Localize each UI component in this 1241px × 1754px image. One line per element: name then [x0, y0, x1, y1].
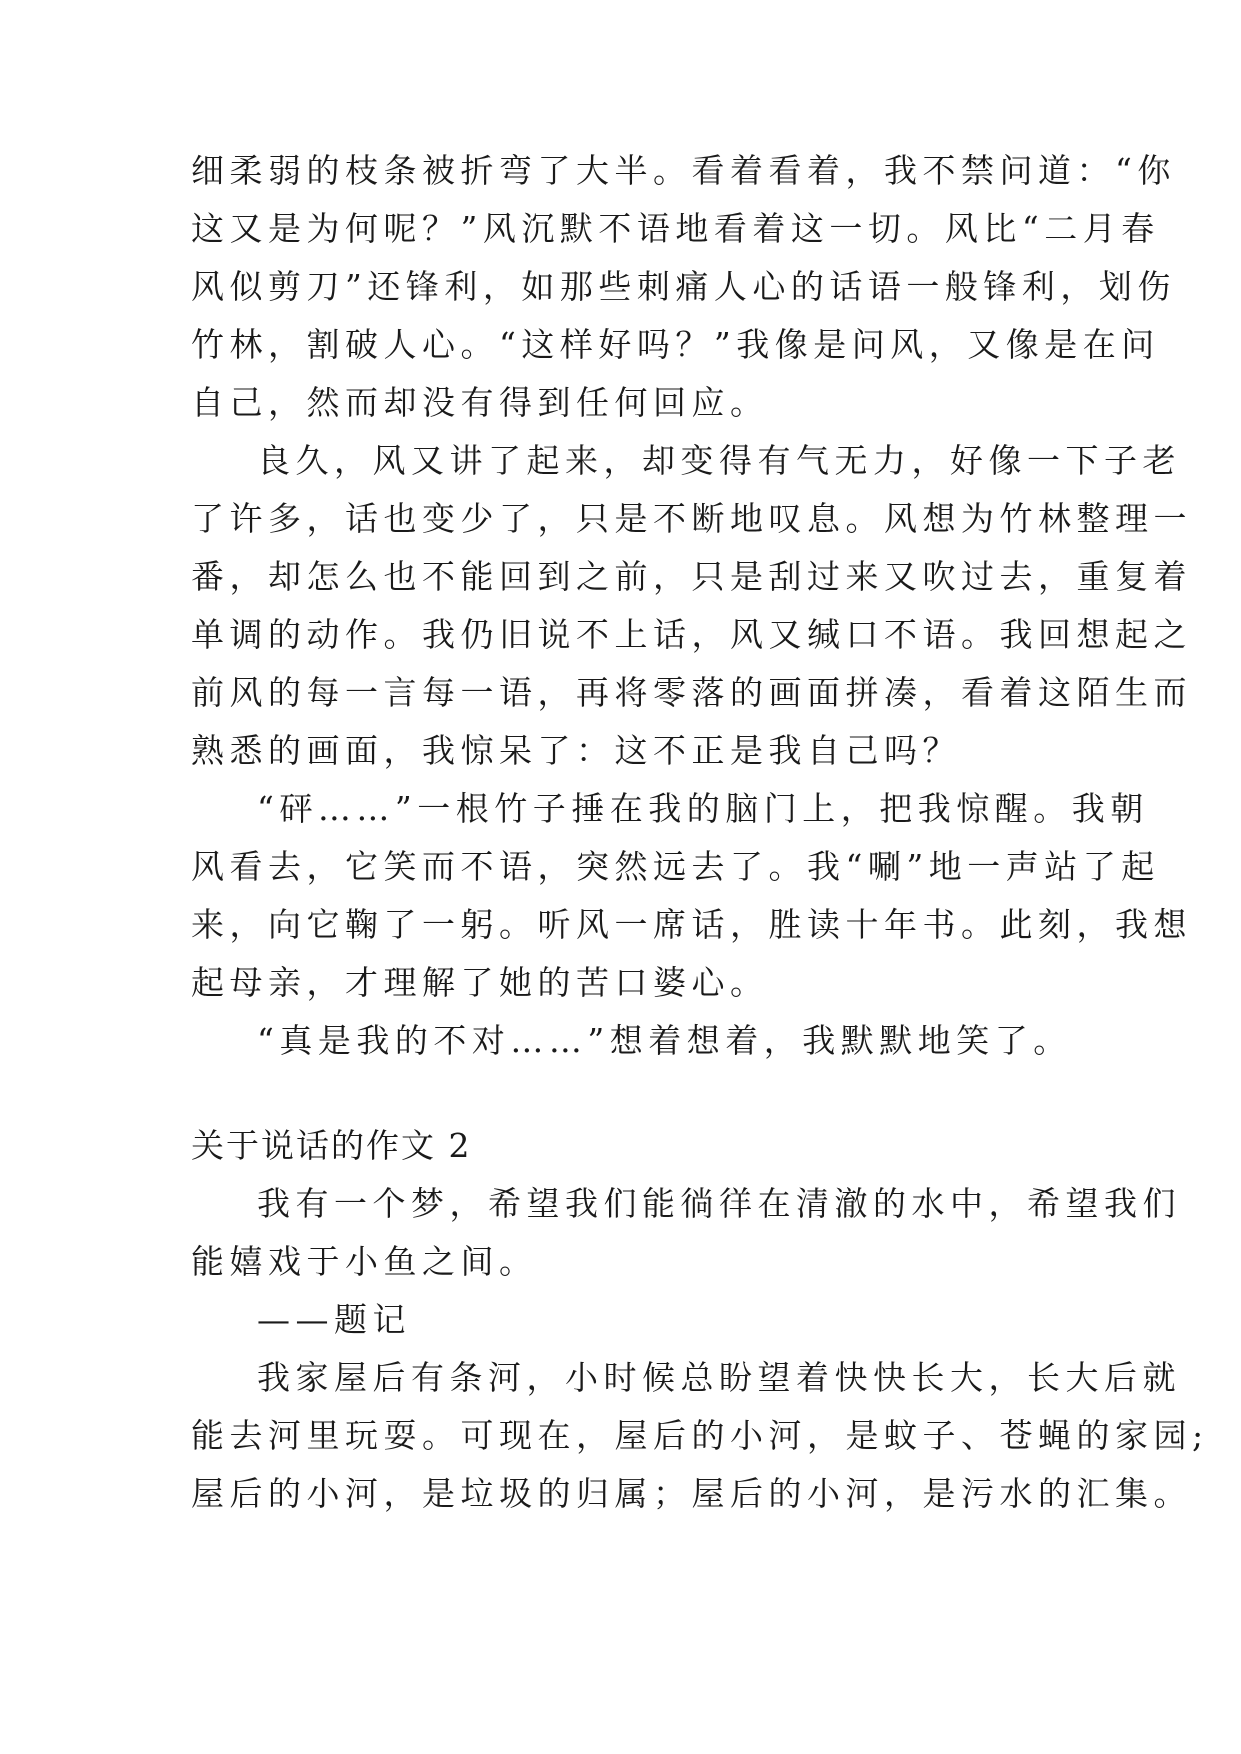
- text-line: 能嬉戏于小鱼之间。: [191, 1242, 538, 1281]
- paragraph-start-line: “真是我的不对……”想着想着，我默默地笑了。: [257, 1021, 1072, 1060]
- paragraph-start-line: 良久，风又讲了起来，却变得有气无力，好像一下子老: [257, 441, 1181, 480]
- text-line: 熟悉的画面，我惊呆了：这不正是我自己吗？: [191, 731, 961, 770]
- text-line: 起母亲，才理解了她的苦口婆心。: [191, 963, 769, 1002]
- text-line: 细柔弱的枝条被折弯了大半。看着看着，我不禁问道：“你: [191, 151, 1176, 190]
- text-line: 了许多，话也变少了，只是不断地叹息。风想为竹林整理一: [191, 499, 1192, 538]
- text-line: 自己，然而却没有得到任何回应。: [191, 383, 769, 422]
- text-line: 来，向它鞠了一躬。听风一席话，胜读十年书。此刻，我想: [191, 905, 1192, 944]
- paragraph-start-line: 我有一个梦，希望我们能徜徉在清澈的水中，希望我们: [257, 1184, 1181, 1223]
- text-line: 能去河里玩耍。可现在，屋后的小河，是蚊子、苍蝇的家园;: [191, 1416, 1209, 1455]
- section-heading: 关于说话的作文 2: [191, 1126, 472, 1165]
- text-line: 屋后的小河，是垃圾的归属；屋后的小河，是污水的汇集。: [191, 1474, 1192, 1513]
- text-line: 竹林，割破人心。“这样好吗？”我像是问风，又像是在问: [191, 325, 1160, 364]
- text-line: 风似剪刀”还锋利，如那些刺痛人心的话语一般锋利，划伤: [191, 267, 1176, 306]
- text-line: 番，却怎么也不能回到之前，只是刮过来又吹过去，重复着: [191, 557, 1192, 596]
- paragraph-start-line: 我家屋后有条河，小时候总盼望着快快长大，长大后就: [257, 1358, 1181, 1397]
- epigraph-attribution: ——题记: [257, 1300, 411, 1339]
- text-line: 这又是为何呢？”风沉默不语地看着这一切。风比“二月春: [191, 209, 1160, 248]
- text-line: 风看去，它笑而不语，突然远去了。我“唰”地一声站了起: [191, 847, 1160, 886]
- paragraph-start-line: “砰……”一根竹子捶在我的脑门上，把我惊醒。我朝: [257, 789, 1149, 828]
- text-line: 前风的每一言每一语，再将零落的画面拼凑，看着这陌生而: [191, 673, 1192, 712]
- text-line: 单调的动作。我仍旧说不上话，风又缄口不语。我回想起之: [191, 615, 1192, 654]
